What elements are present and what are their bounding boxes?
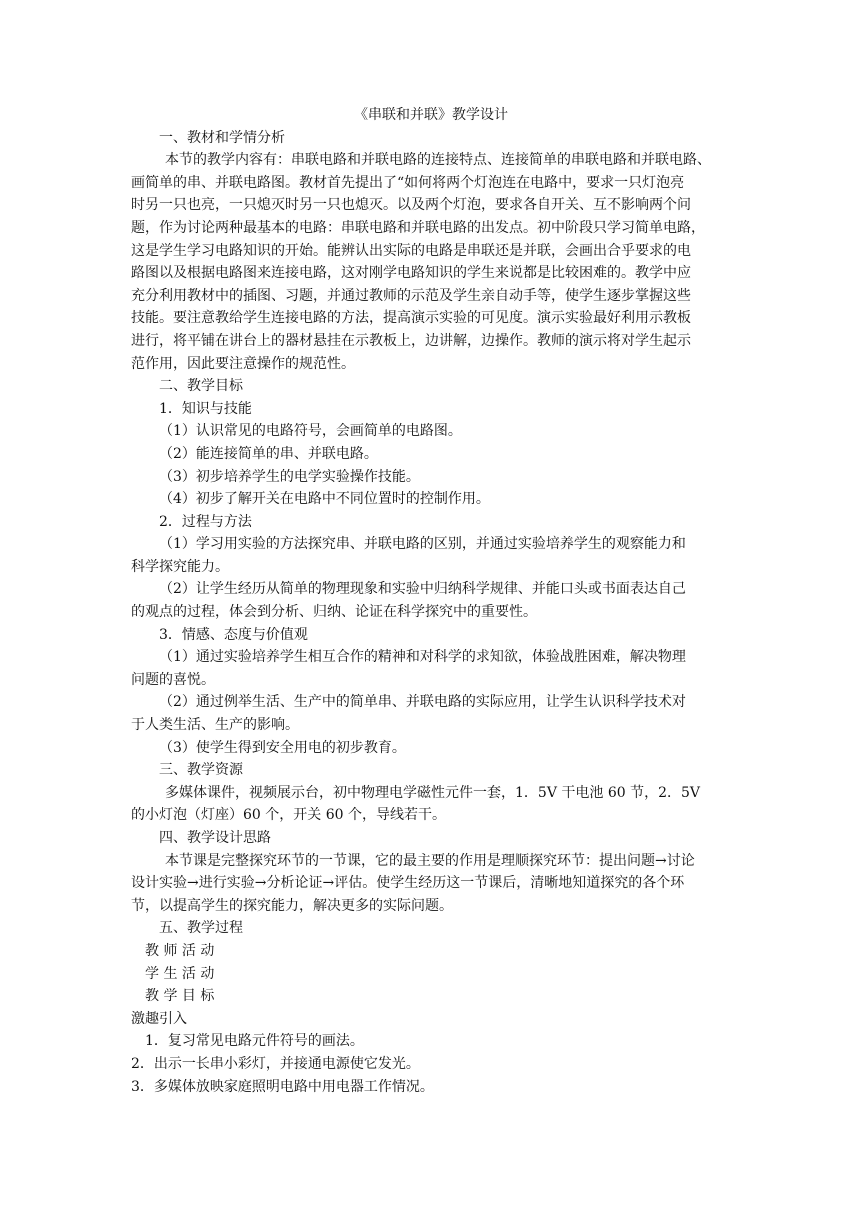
paragraph-line: （1）通过实验培养学生相互合作的精神和对科学的求知欲，体验战胜困难，解决物理	[159, 649, 686, 666]
document-page	[131, 104, 731, 1098]
paragraph-line: （3）使学生得到安全用电的初步教育。	[159, 739, 406, 756]
paragraph-line: 一、教材和学情分析	[159, 129, 285, 146]
paragraph-line: 教 师 活 动	[145, 942, 215, 959]
paragraph-line: 进行，将平铺在讲台上的器材悬挂在示教板上，边讲解，边操作。教师的演示将对学生起示	[131, 332, 691, 349]
paragraph-line: 节，以提高学生的探究能力，解决更多的实际问题。	[131, 897, 453, 914]
paragraph-line: 激趣引入	[131, 1010, 187, 1027]
paragraph-line: 教 学 目 标	[145, 988, 215, 1005]
paragraph-line: 路图以及根据电路图来连接电路，这对刚学电路知识的学生来说都是比较困难的。教学中应	[131, 265, 691, 282]
paragraph-line: 1．知识与技能	[159, 400, 252, 417]
paragraph-line: （2）通过例举生活、生产中的简单串、并联电路的实际应用，让学生认识科学技术对	[159, 694, 686, 711]
paragraph-line: 本节的教学内容有：串联电路和并联电路的连接特点、连接简单的串联电路和并联电路、	[165, 152, 711, 169]
paragraph-line: 多媒体课件，视频展示台，初中物理电学磁性元件一套，1．5V 干电池 60 节，2．5V	[165, 784, 701, 801]
paragraph-line: 画简单的串、并联电路图。教材首先提出了“如何将两个灯泡连在电路中，要求一只灯泡亮	[131, 174, 685, 191]
paragraph-line: 三、教学资源	[159, 762, 243, 779]
paragraph-line: 充分利用教材中的插图、习题，并通过教师的示范及学生亲自动手等，使学生逐步掌握这些	[131, 287, 691, 304]
paragraph-line: （4）初步了解开关在电路中不同位置时的控制作用。	[159, 491, 490, 508]
paragraph-line: 3．多媒体放映家庭照明电路中用电器工作情况。	[131, 1078, 434, 1095]
paragraph-line: （3）初步培养学生的电学实验操作技能。	[159, 468, 420, 485]
paragraph-line: （1）认识常见的电路符号，会画简单的电路图。	[159, 423, 462, 440]
paragraph-line: 的观点的过程，体会到分析、归纳、论证在科学探究中的重要性。	[131, 604, 537, 621]
paragraph-line: 于人类生活、生产的影响。	[131, 717, 299, 734]
paragraph-line: 这是学生学习电路知识的开始。能辨认出实际的电路是串联还是并联，会画出合乎要求的电	[131, 242, 691, 259]
paragraph-line: 范作用，因此要注意操作的规范性。	[131, 355, 355, 372]
paragraph-line: 2．出示一长串小彩灯，并接通电源使它发光。	[131, 1055, 420, 1072]
paragraph-line: 设计实验→进行实验→分析论证→评估。使学生经历这一节课后，清晰地知道探究的各个环	[131, 875, 685, 892]
paragraph-line: 技能。要注意教给学生连接电路的方法，提高演示实验的可见度。演示实验最好利用示教板	[131, 310, 691, 327]
paragraph-line: （1）学习用实验的方法探究串、并联电路的区别，并通过实验培养学生的观察能力和	[159, 536, 686, 553]
paragraph-line: 的小灯泡（灯座）60 个，开关 60 个，导线若干。	[131, 807, 446, 824]
paragraph-line: 四、教学设计思路	[159, 830, 271, 846]
document-title: 《串联和并联》教学设计	[354, 107, 508, 123]
paragraph-line: 本节课是完整探究环节的一节课，它的最主要的作用是理顺探究环节：提出问题→讨论	[165, 852, 695, 869]
paragraph-line: 时另一只也亮，一只熄灭时另一只也熄灭。以及两个灯泡，要求各自开关、互不影响两个问	[131, 197, 691, 214]
paragraph-line: 学 生 活 动	[145, 965, 215, 982]
paragraph-line: 五、教学过程	[159, 920, 243, 937]
paragraph-line: 3．情感、态度与价值观	[159, 626, 308, 643]
paragraph-line: 二、教学目标	[159, 378, 243, 395]
paragraph-line: （2）让学生经历从简单的物理现象和实验中归纳科学规律、并能口头或书面表达自己	[159, 581, 686, 598]
paragraph-line: （2）能连接简单的串、并联电路。	[159, 445, 378, 462]
document-body	[131, 127, 731, 1099]
paragraph-line: 2．过程与方法	[159, 513, 252, 530]
paragraph-line: 科学探究能力。	[131, 558, 229, 575]
paragraph-line: 1．复习常见电路元件符号的画法。	[145, 1033, 364, 1050]
paragraph-line: 题，作为讨论两种最基本的电路：串联电路和并联电路的出发点。初中阶段只学习简单电路，	[131, 219, 705, 236]
paragraph-line: 问题的喜悦。	[131, 671, 215, 688]
